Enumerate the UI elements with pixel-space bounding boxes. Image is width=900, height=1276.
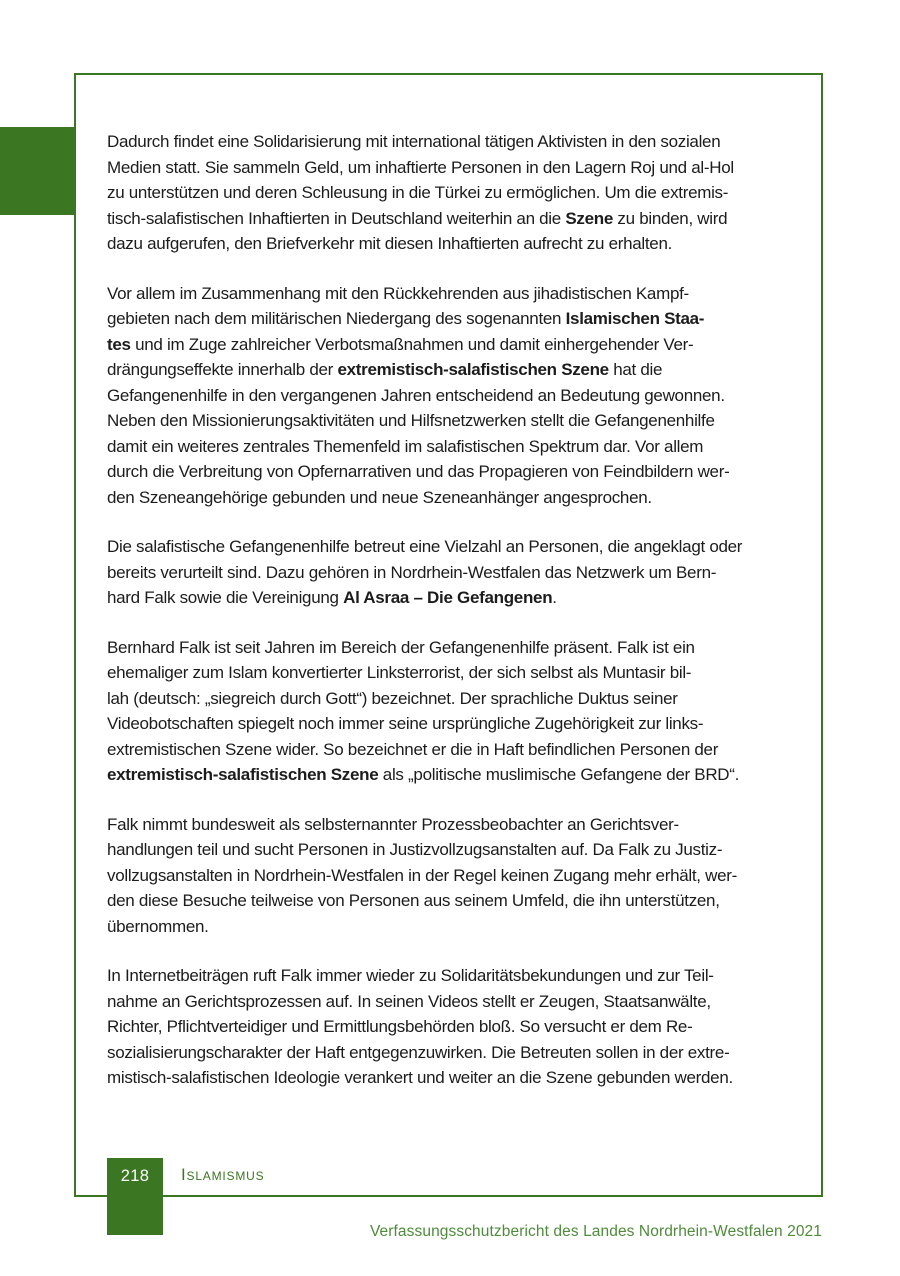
- text-run: lah (deutsch: „siegreich durch Gott“) bezeichnet. Der sprachliche Duktus seiner: [107, 688, 678, 708]
- paragraph: [107, 812, 799, 940]
- text-run: extremistisch-salafistischen Szene: [107, 765, 379, 784]
- paragraph: [107, 129, 799, 257]
- page-number: 218: [120, 1167, 150, 1185]
- text-run: Richter, Pflichtverteidiger und Ermittlungsbehörden bloß. So versucht er dem Re-: [107, 1017, 693, 1036]
- text-run: gebieten nach dem militärischen Niedergang des sogenannten: [107, 309, 566, 328]
- text-run: hat die: [608, 360, 663, 379]
- text-run: .: [552, 588, 557, 607]
- text-run: drängungseffekte innerhalb der: [107, 360, 338, 379]
- text-run: ehemaliger zum Islam konvertierter Linksterrorist, der sich selbst als Muntasir bil-: [107, 663, 692, 682]
- text-run: zu unterstützen und deren Schleusung in die Türkei zu ermöglichen. Um die extremis-: [107, 183, 729, 202]
- text-run: Medien statt. Sie sammeln Geld, um inhaftierte Personen in den Lagern Roj und al-Hol: [107, 157, 734, 177]
- text-run: mistisch-salafistischen Ideologie verankert und weiter an die Szene gebunden werden.: [107, 1068, 733, 1087]
- text-run: In Internetbeiträgen ruft Falk immer wieder zu Solidaritätsbekundungen und zur Teil-: [107, 966, 714, 985]
- paragraph: [107, 963, 799, 1091]
- text-run: handlungen teil und sucht Personen in Justizvollzugsanstalten auf. Da Falk zu Justiz-: [107, 840, 723, 859]
- text-run: Bernhard Falk ist seit Jahren im Bereich der Gefangenenhilfe präsent. Falk ist ein: [107, 637, 695, 657]
- text-run: zu binden, wird: [613, 208, 728, 228]
- text-run: bereits verurteilt sind. Dazu gehören in Nordrhein-Westfalen das Netzwerk um Bern-: [107, 562, 717, 582]
- text-run: übernommen.: [107, 916, 209, 936]
- chapter-side-tab: [0, 127, 76, 215]
- text-run: Die salafistische Gefangenenhilfe betreut eine Vielzahl an Personen, die angeklagt oder: [107, 537, 743, 556]
- text-run: als „politische muslimische Gefangene der BRD“.: [378, 765, 740, 784]
- text-run: Neben den Missionierungsaktivitäten und Hilfsnetzwerken stellt die Gefangenenhilfe: [107, 411, 715, 430]
- text-run: hard Falk sowie die Vereinigung: [107, 588, 344, 607]
- section-label: Islamismus: [181, 1165, 265, 1184]
- text-run: Videobotschaften spiegelt noch immer seine ursprüngliche Zugehörigkeit zur links-: [107, 714, 704, 733]
- text-run: den Szeneangehörige gebunden und neue Szeneanhänger angesprochen.: [107, 487, 652, 507]
- text-run: sozialisierungscharakter der Haft entgegenzuwirken. Die Betreuten sollen in der extre-: [107, 1042, 730, 1062]
- text-run: Al Asraa – Die Gefangenen: [343, 588, 553, 607]
- text-run: Vor allem im Zusammenhang mit den Rückkehrenden aus jihadistischen Kampf-: [107, 283, 689, 303]
- text-run: vollzugsanstalten in Nordrhein-Westfalen in der Regel keinen Zugang mehr erhält, wer-: [107, 865, 737, 885]
- text-run: tes: [107, 334, 131, 354]
- body-text: [107, 129, 799, 1115]
- paragraph: [107, 534, 799, 611]
- text-run: durch die Verbreitung von Opfernarrativen und das Propagieren von Feindbildern wer-: [107, 462, 730, 481]
- text-run: dazu aufgerufen, den Briefverkehr mit diesen Inhaftierten aufrecht zu erhalten.: [107, 234, 673, 253]
- text-run: extremistischen Szene wider. So bezeichnet er die in Haft befindlichen Personen der: [107, 739, 719, 759]
- paragraph: [107, 281, 799, 511]
- paragraph: [107, 635, 799, 788]
- text-run: Falk nimmt bundesweit als selbsternannter Prozessbeobachter an Gerichtsver-: [107, 814, 679, 834]
- text-run: nahme an Gerichtsprozessen auf. In seinen Videos stellt er Zeugen, Staatsanwälte,: [107, 991, 711, 1011]
- report-title: Verfassungsschutzbericht des Landes Nordrhein-Westfalen 2021: [369, 1223, 822, 1240]
- text-run: Dadurch findet eine Solidarisierung mit international tätigen Aktivisten in den sozialen: [107, 132, 721, 151]
- text-run: Szene: [565, 208, 613, 228]
- text-run: Islamischen Staa-: [565, 309, 705, 328]
- text-run: Gefangenenhilfe in den vergangenen Jahren entscheidend an Bedeutung gewonnen.: [107, 385, 725, 405]
- text-run: und im Zuge zahlreicher Verbotsmaßnahmen und damit einhergehender Ver-: [130, 334, 694, 354]
- page-number-box: [107, 1158, 163, 1235]
- text-run: den diese Besuche teilweise von Personen aus seinem Umfeld, die ihn unterstützen,: [107, 891, 720, 910]
- text-run: tisch-salafistischen Inhaftierten in Deutschland weiterhin an die: [107, 208, 566, 228]
- text-run: extremistisch-salafistischen Szene: [337, 360, 609, 379]
- text-run: damit ein weiteres zentrales Themenfeld im salafistischen Spektrum dar. Vor allem: [107, 436, 704, 456]
